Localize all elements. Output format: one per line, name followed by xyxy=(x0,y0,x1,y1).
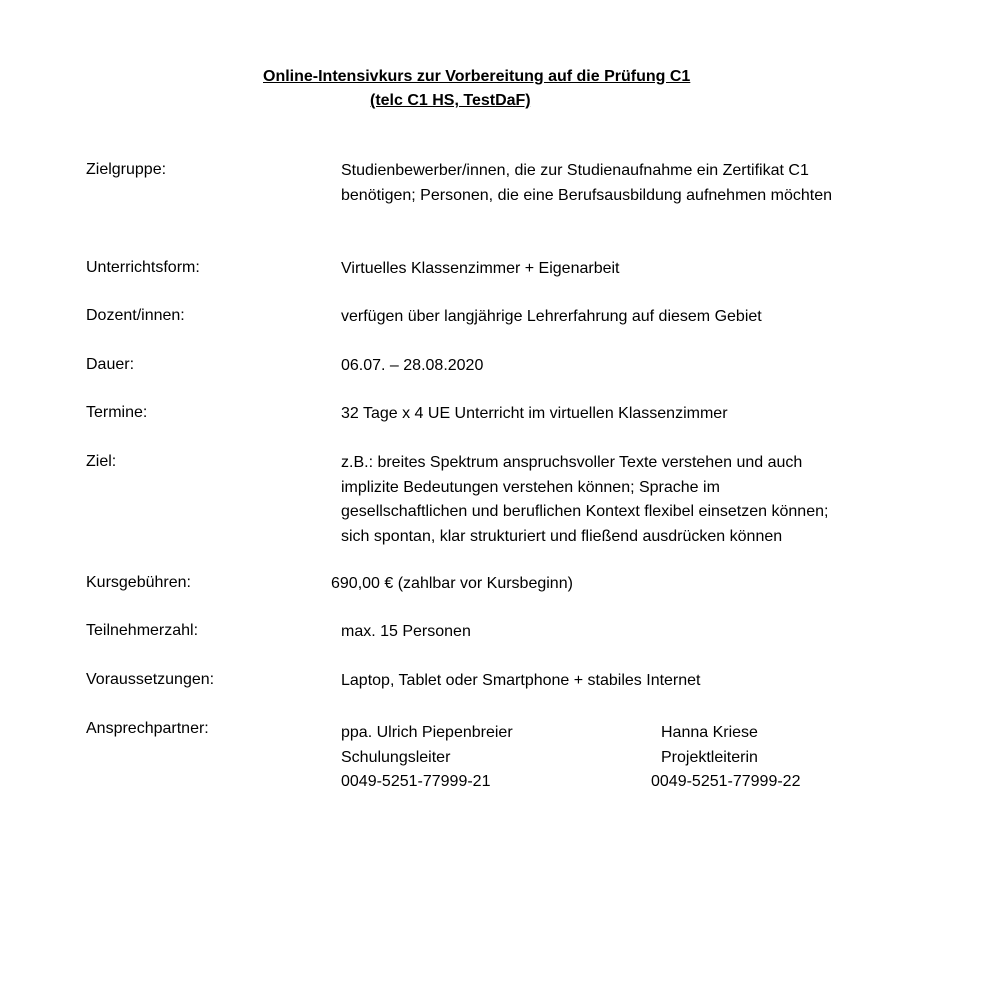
contact-role: Schulungsleiter xyxy=(341,748,451,766)
document-title: Online-Intensivkurs zur Vorbereitung auf die Prüfung C1 xyxy=(263,68,691,85)
label-dozenten: Dozent/innen: xyxy=(86,307,185,324)
value-dozenten: verfügen über langjährige Lehrerfahrung auf diesem Gebiet xyxy=(341,308,762,325)
value-zielgruppe-line: benötigen; Personen, die eine Berufsausbildung aufnehmen möchten xyxy=(341,186,833,204)
value-zielgruppe xyxy=(341,159,832,208)
label-dauer: Dauer: xyxy=(86,356,135,373)
label-voraussetzungen: Voraussetzungen: xyxy=(86,671,215,688)
value-ziel xyxy=(341,451,828,549)
value-zielgruppe-line: Studienbewerber/innen, die zur Studienaufnahme ein Zertifikat C1 xyxy=(341,162,809,179)
value-termine: 32 Tage x 4 UE Unterricht im virtuellen Klassenzimmer xyxy=(341,405,728,422)
contact-phone: 0049-5251-77999-21 xyxy=(341,773,491,790)
value-kursgebuehren: 690,00 € (zahlbar vor Kursbeginn) xyxy=(331,575,573,592)
value-ziel-line: gesellschaftlichen und beruflichen Kontext flexibel einsetzen können; xyxy=(341,503,829,520)
contact-name: ppa. Ulrich Piepenbreier xyxy=(341,724,513,741)
contact-role: Projektleiterin xyxy=(661,748,758,766)
label-zielgruppe: Zielgruppe: xyxy=(86,161,167,178)
value-ziel-line: z.B.: breites Spektrum anspruchsvoller Texte verstehen und auch xyxy=(341,454,803,471)
value-ziel-line: sich spontan, klar strukturiert und fließend ausdrücken können xyxy=(341,527,783,545)
contact-piepenbreier xyxy=(341,721,513,795)
label-ansprechpartner: Ansprechpartner: xyxy=(86,720,209,737)
contact-kriese xyxy=(651,721,800,795)
document-subtitle: (telc C1 HS, TestDaF) xyxy=(370,92,531,109)
value-ziel-line: implizite Bedeutungen verstehen können; Sprache im xyxy=(341,478,720,496)
value-unterrichtsform: Virtuelles Klassenzimmer + Eigenarbeit xyxy=(341,260,620,277)
label-unterrichtsform: Unterrichtsform: xyxy=(86,259,200,276)
contact-phone: 0049-5251-77999-22 xyxy=(651,773,801,790)
label-kursgebuehren: Kursgebühren: xyxy=(86,574,191,591)
label-ziel: Ziel: xyxy=(86,453,117,470)
value-teilnehmerzahl: max. 15 Personen xyxy=(341,623,471,640)
contact-name: Hanna Kriese xyxy=(661,724,758,741)
label-teilnehmerzahl: Teilnehmerzahl: xyxy=(86,622,199,639)
label-termine: Termine: xyxy=(86,404,148,421)
value-dauer: 06.07. – 28.08.2020 xyxy=(341,357,484,374)
value-voraussetzungen: Laptop, Tablet oder Smartphone + stabiles Internet xyxy=(341,672,701,689)
